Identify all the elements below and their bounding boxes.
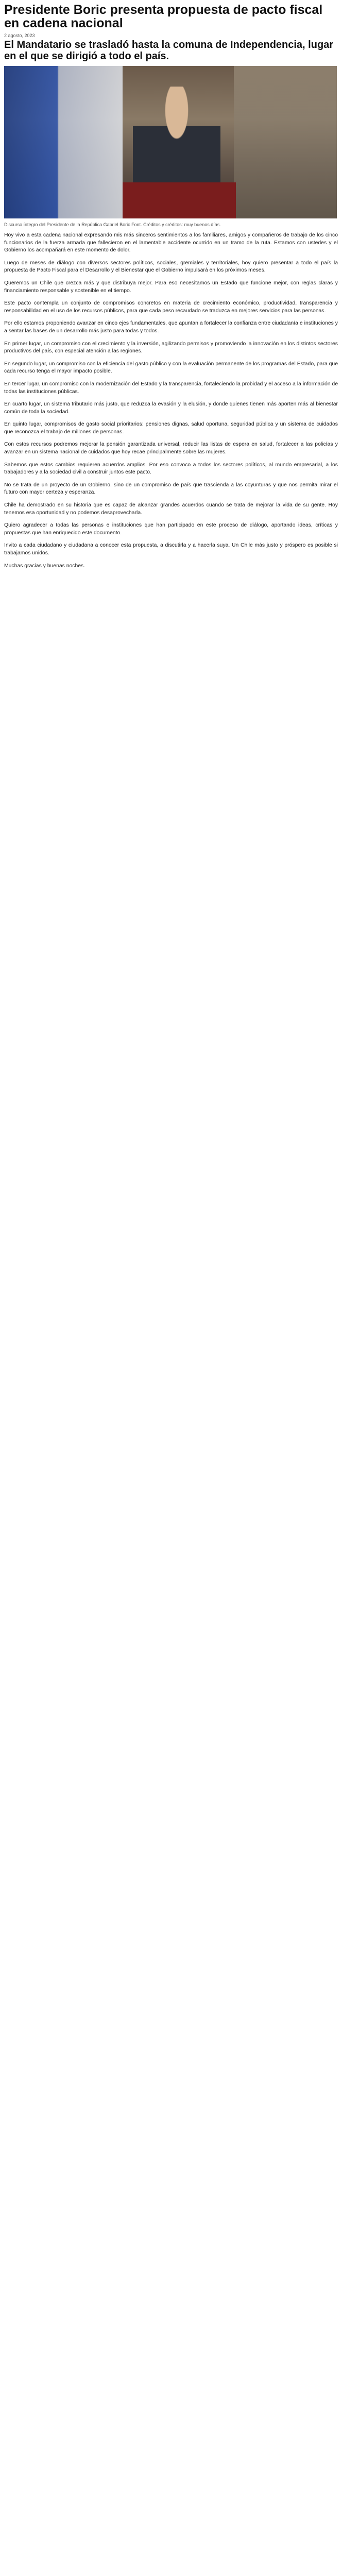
chile-flag-image xyxy=(4,66,123,218)
body-paragraph: Chile ha demostrado en su historia que es capaz de alcanzar grandes acuerdos cuando se trata de mejorar la vida de su gente. Hoy tenemos esa oportunidad y no podemos desaprovecharla. xyxy=(4,502,338,516)
article-photo xyxy=(4,66,337,218)
lead-paragraph: El Mandatario se trasladó hasta la comuna de Independencia, lugar en el que se dirigió a todo el país. xyxy=(4,39,334,62)
article-body xyxy=(4,232,338,570)
headline: Presidente Boric presenta propuesta de pacto fiscal en cadena nacional xyxy=(4,3,323,30)
body-paragraph: Con estos recursos podremos mejorar la pensión garantizada universal, reducir las listas de espera en salud, fortalecer a las policías y avanzar en un sistema nacional de cuidados que hoy recae principalmente sobre las mujeres. xyxy=(4,442,338,455)
body-paragraph: Hoy vivo a esta cadena nacional expresando mis más sinceros sentimientos a los familiares, amigos y compañeros de trabajo de los cinco funcionarios de la fuerza armada que fallecieron en el lamentable accidente ocurrido en un tramo de la ruta. Estamos con ustedes y el Gobierno los acompañará en este momento de dolor. xyxy=(4,232,338,253)
body-paragraph: Invito a cada ciudadano y ciudadana a conocer esta propuesta, a discutirla y a hacerla suya. Un Chile más justo y próspero es posible si trabajamos unidos. xyxy=(4,543,338,556)
photo-caption: Discurso íntegro del Presidente de la República Gabriel Boric Font. Créditos y créditos: muy buenos días. xyxy=(4,222,221,227)
body-paragraph: No se trata de un proyecto de un Gobierno, sino de un compromiso de país que trascienda a las coyunturas y que nos permita mirar el futuro con mayor certeza y esperanza. xyxy=(4,482,338,496)
body-paragraph: En primer lugar, un compromiso con el crecimiento y la inversión, agilizando permisos y promoviendo la innovación en los distintos sectores productivos del país, con especial atención a las regiones. xyxy=(4,341,338,354)
body-paragraph: En quinto lugar, compromisos de gasto social prioritarios: pensiones dignas, salud oportuna, seguridad pública y un sistema de cuidados que reconozca el trabajo de millones de personas. xyxy=(4,421,338,435)
body-paragraph: Muchas gracias y buenas noches. xyxy=(4,563,86,569)
background-image xyxy=(234,66,337,218)
body-paragraph: Este pacto contempla un conjunto de compromisos concretos en materia de crecimiento económico, productividad, transparencia y responsabilidad en el uso de los recursos públicos, para que cada peso recaudado se traduzca en mejores servicios para las personas. xyxy=(4,300,338,314)
body-paragraph: En segundo lugar, un compromiso con la eficiencia del gasto público y con la evaluación permanente de los programas del Estado, para que cada recurso tenga el mayor impacto posible. xyxy=(4,361,338,375)
body-paragraph: Quiero agradecer a todas las personas e instituciones que han participado en este proceso de diálogo, aportando ideas, críticas y propuestas que han enriquecido este documento. xyxy=(4,522,338,536)
body-paragraph: Luego de meses de diálogo con diversos sectores políticos, sociales, gremiales y territoriales, hoy quiero presentar a todo el país la propuesta de Pacto Fiscal para el Desarrollo y el Bienestar que el Gobierno impulsará en los próximos meses. xyxy=(4,260,338,274)
body-paragraph: Queremos un Chile que crezca más y que distribuya mejor. Para eso necesitamos un Estado que funcione mejor, con reglas claras y financiamiento responsable y sostenible en el tiempo. xyxy=(4,280,338,294)
body-paragraph: Por ello estamos proponiendo avanzar en cinco ejes fundamentales, que apuntan a fortalecer la confianza entre ciudadanía e instituciones y a sentar las bases de un desarrollo más justo para todas y todos. xyxy=(4,320,338,334)
body-paragraph: En cuarto lugar, un sistema tributario más justo, que reduzca la evasión y la elusión, y donde quienes tienen más aporten más al bienestar común de toda la sociedad. xyxy=(4,401,338,415)
body-paragraph: Sabemos que estos cambios requieren acuerdos amplios. Por eso convoco a todos los sectores políticos, al mundo empresarial, a los trabajadores y a la sociedad civil a construir juntos este pacto. xyxy=(4,462,338,476)
podium xyxy=(123,182,236,218)
body-paragraph: En tercer lugar, un compromiso con la modernización del Estado y la transparencia, fortaleciendo la probidad y el acceso a la información de todas las instituciones públicas. xyxy=(4,381,338,395)
article xyxy=(0,0,342,570)
publish-date: 2 agosto, 2023 xyxy=(4,33,35,38)
